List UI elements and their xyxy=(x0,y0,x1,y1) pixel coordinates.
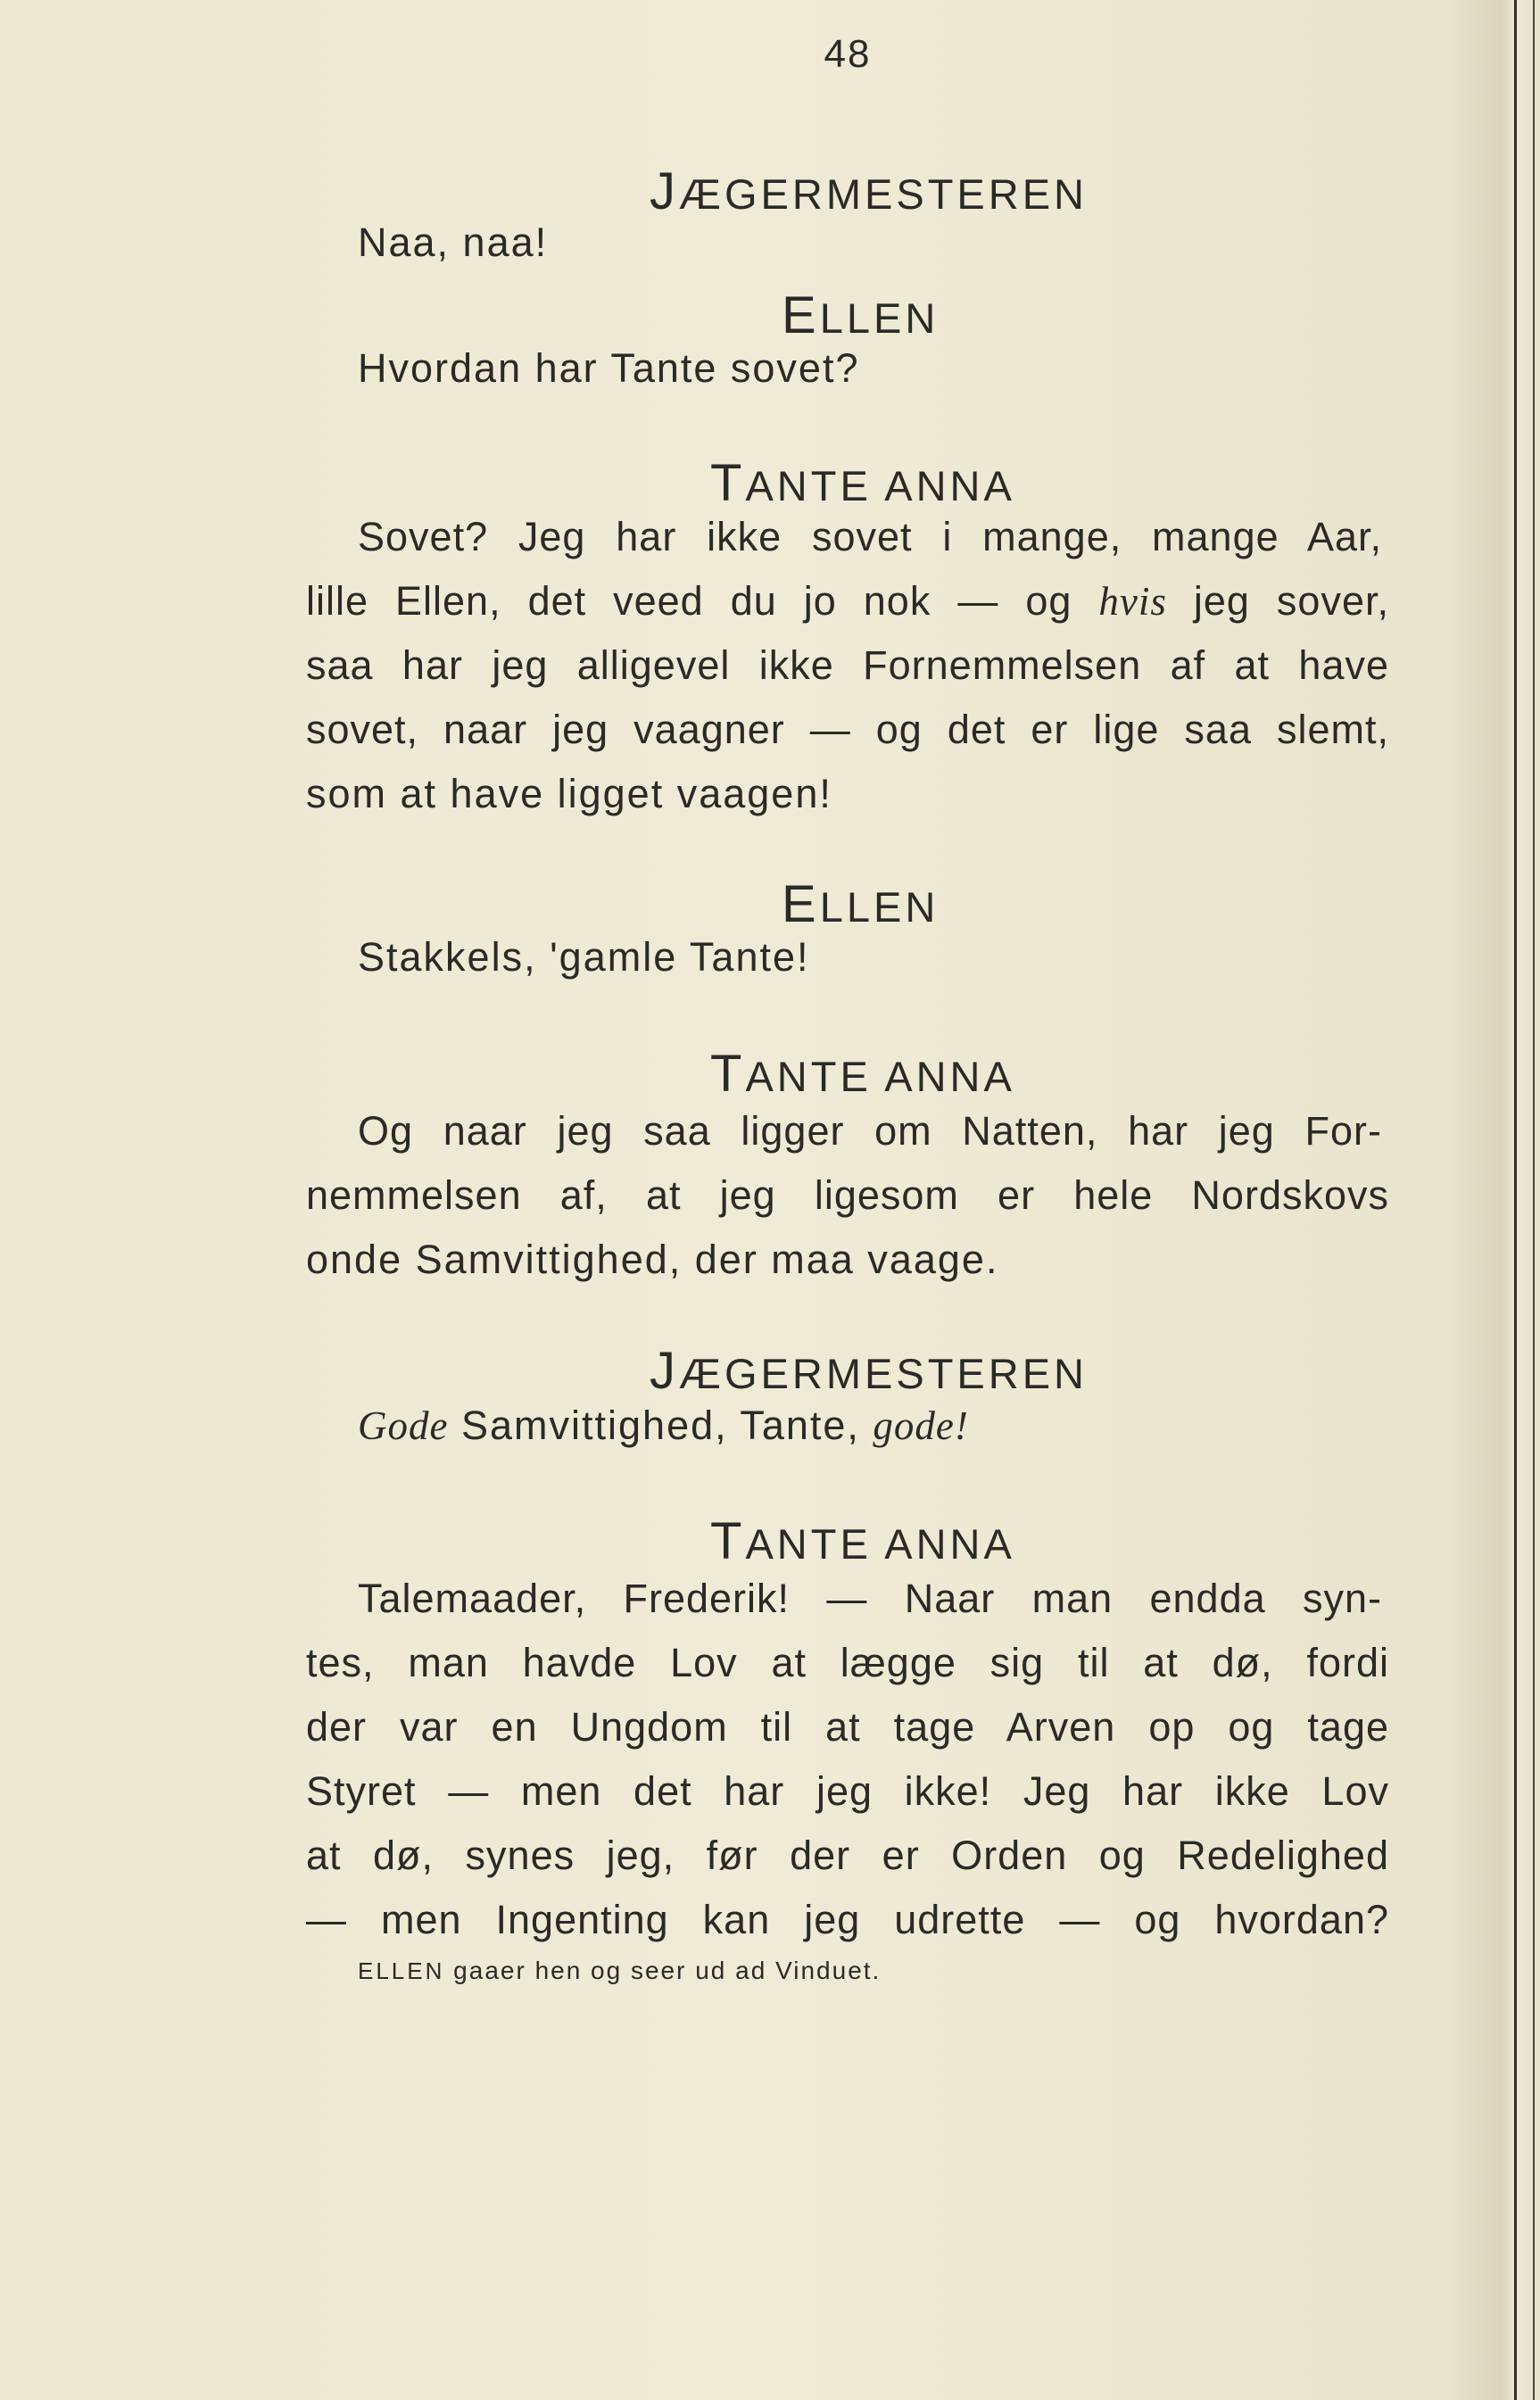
italic-text: hvis xyxy=(1098,579,1167,624)
text-run: jeg sover, xyxy=(1166,578,1389,624)
dialogue-line xyxy=(306,578,1389,624)
speaker-name: TANTE ANNA xyxy=(710,1045,1015,1103)
dialogue-line: Naa, naa! xyxy=(358,219,549,265)
dialogue-line xyxy=(358,1405,969,1446)
dialogue-line: — men Ingenting kan jeg udrette — og hvordan? xyxy=(306,1897,1389,1942)
dialogue-line: sovet, naar jeg vaagner — og det er lige saa slemt, xyxy=(306,707,1389,752)
italic-text: gode! xyxy=(873,1403,969,1448)
dialogue-line: tes, man havde Lov at lægge sig til at dø, fordi xyxy=(306,1640,1389,1685)
text-run: Samvittighed, Tante, xyxy=(448,1403,873,1448)
italic-text: Gode xyxy=(358,1403,449,1448)
dialogue-line: Sovet? Jeg har ikke sovet i mange, mange Aar, xyxy=(358,514,1382,559)
speaker-name: JÆGERMESTEREN xyxy=(650,162,1088,220)
speaker-name: ELLEN xyxy=(782,875,940,933)
page-edge-line xyxy=(1514,0,1517,2400)
dialogue-line: nemmelsen af, at jeg ligesom er hele Nordskovs xyxy=(306,1172,1389,1218)
dialogue-line: der var en Ungdom til at tage Arven op og tage xyxy=(306,1704,1389,1750)
dialogue-line: Hvordan har Tante sovet? xyxy=(358,345,860,391)
dialogue-line: Og naar jeg saa ligger om Natten, har jeg For- xyxy=(358,1108,1382,1154)
dialogue-line: som at have ligget vaagen! xyxy=(306,771,832,816)
speaker-name: JÆGERMESTEREN xyxy=(650,1342,1088,1400)
page-edge-line-outer xyxy=(1533,0,1535,2400)
stage-direction-name: ELLEN xyxy=(358,1957,445,1984)
dialogue-line: Talemaader, Frederik! — Naar man endda syn- xyxy=(358,1576,1382,1621)
page-number: 48 xyxy=(824,32,872,76)
stage-direction xyxy=(358,1958,881,1983)
speaker-name: ELLEN xyxy=(782,286,940,344)
dialogue-line: Styret — men det har jeg ikke! Jeg har ikke Lov xyxy=(306,1768,1389,1814)
dialogue-line: saa har jeg alligevel ikke Fornemmelsen af at have xyxy=(306,642,1389,688)
speaker-name: TANTE ANNA xyxy=(710,454,1015,512)
speaker-name: TANTE ANNA xyxy=(710,1512,1015,1570)
dialogue-line: Stakkels, 'gamle Tante! xyxy=(358,934,810,980)
stage-direction-text: gaaer hen og seer ud ad Vinduet. xyxy=(453,1957,882,1984)
dialogue-line: at dø, synes jeg, før der er Orden og Redelighed xyxy=(306,1833,1389,1878)
text-run: lille Ellen, det veed du jo nok — og xyxy=(306,578,1099,624)
dialogue-line: onde Samvittighed, der maa vaage. xyxy=(306,1237,999,1282)
